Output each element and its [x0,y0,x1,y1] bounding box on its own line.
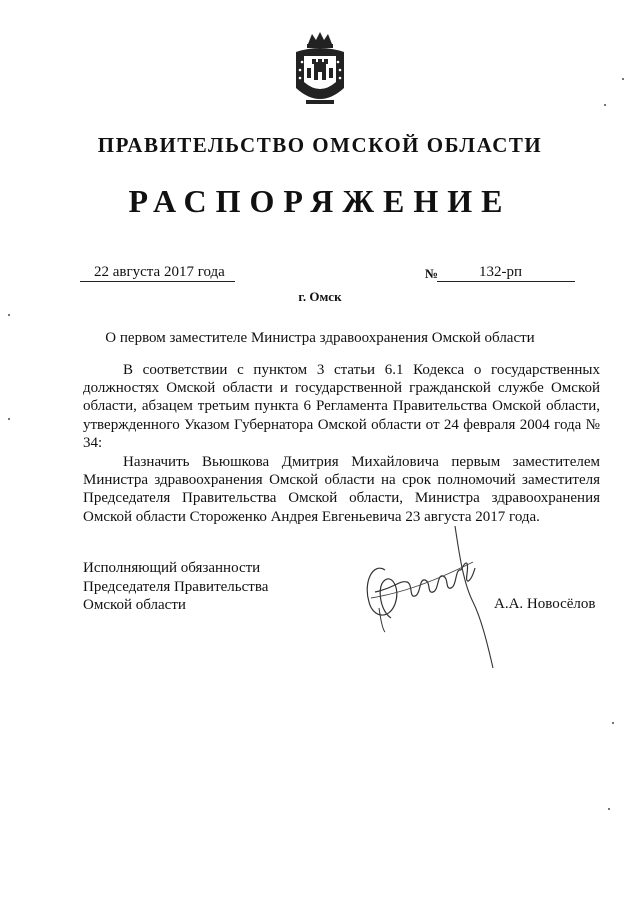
signer-title-line: Исполняющий обязанности [83,560,261,576]
document-subject: О первом заместителе Министра здравоохранения Омской области [105,330,535,346]
document-date-field [80,264,235,282]
signer-title-line: Омской области [83,597,186,613]
scan-speck [608,808,610,810]
document-type-heading: РАСПОРЯЖЕНИЕ [128,183,512,219]
coat-of-arms-icon [290,30,350,110]
scan-speck [8,418,10,420]
scan-speck [612,722,614,724]
scan-speck [622,78,624,80]
document-date: 22 августа 2017 года [94,264,225,280]
scan-speck [604,104,606,106]
document-number: 132-рп [479,264,523,280]
signer-position [83,559,268,615]
signer-name: А.А. Новосёлов [494,596,596,612]
document-number-field [437,264,575,282]
organization-title: ПРАВИТЕЛЬСТВО ОМСКОЙ ОБЛАСТИ [97,133,543,157]
document-city: г. Омск [298,289,342,304]
body-paragraph-basis: В соответствии с пунктом 3 статьи 6.1 Кодекса о государственных должностях Омской области и государственной гражданской службе Омской области, абзацем третьим пункта 6 Регламента Правительства Омской области, утвержденного Указом Губернатора Омской области от 24 февраля 2004 года № 34: [83,362,600,451]
handwritten-signature-icon [355,522,500,672]
scan-speck [8,314,10,316]
signer-title-line: Председателя Правительства [83,578,269,595]
document-number-label: № [425,266,439,281]
body-paragraph-order: Назначить Вьюшкова Дмитрия Михайловича первым заместителем Министра здравоохранения Омской области на срок полномочий заместителя Председателя Правительства Омской области, Министра здравоохранения Омской области Стороженко Андрея Евгеньевича 23 августа 2017 года. [83,454,600,525]
